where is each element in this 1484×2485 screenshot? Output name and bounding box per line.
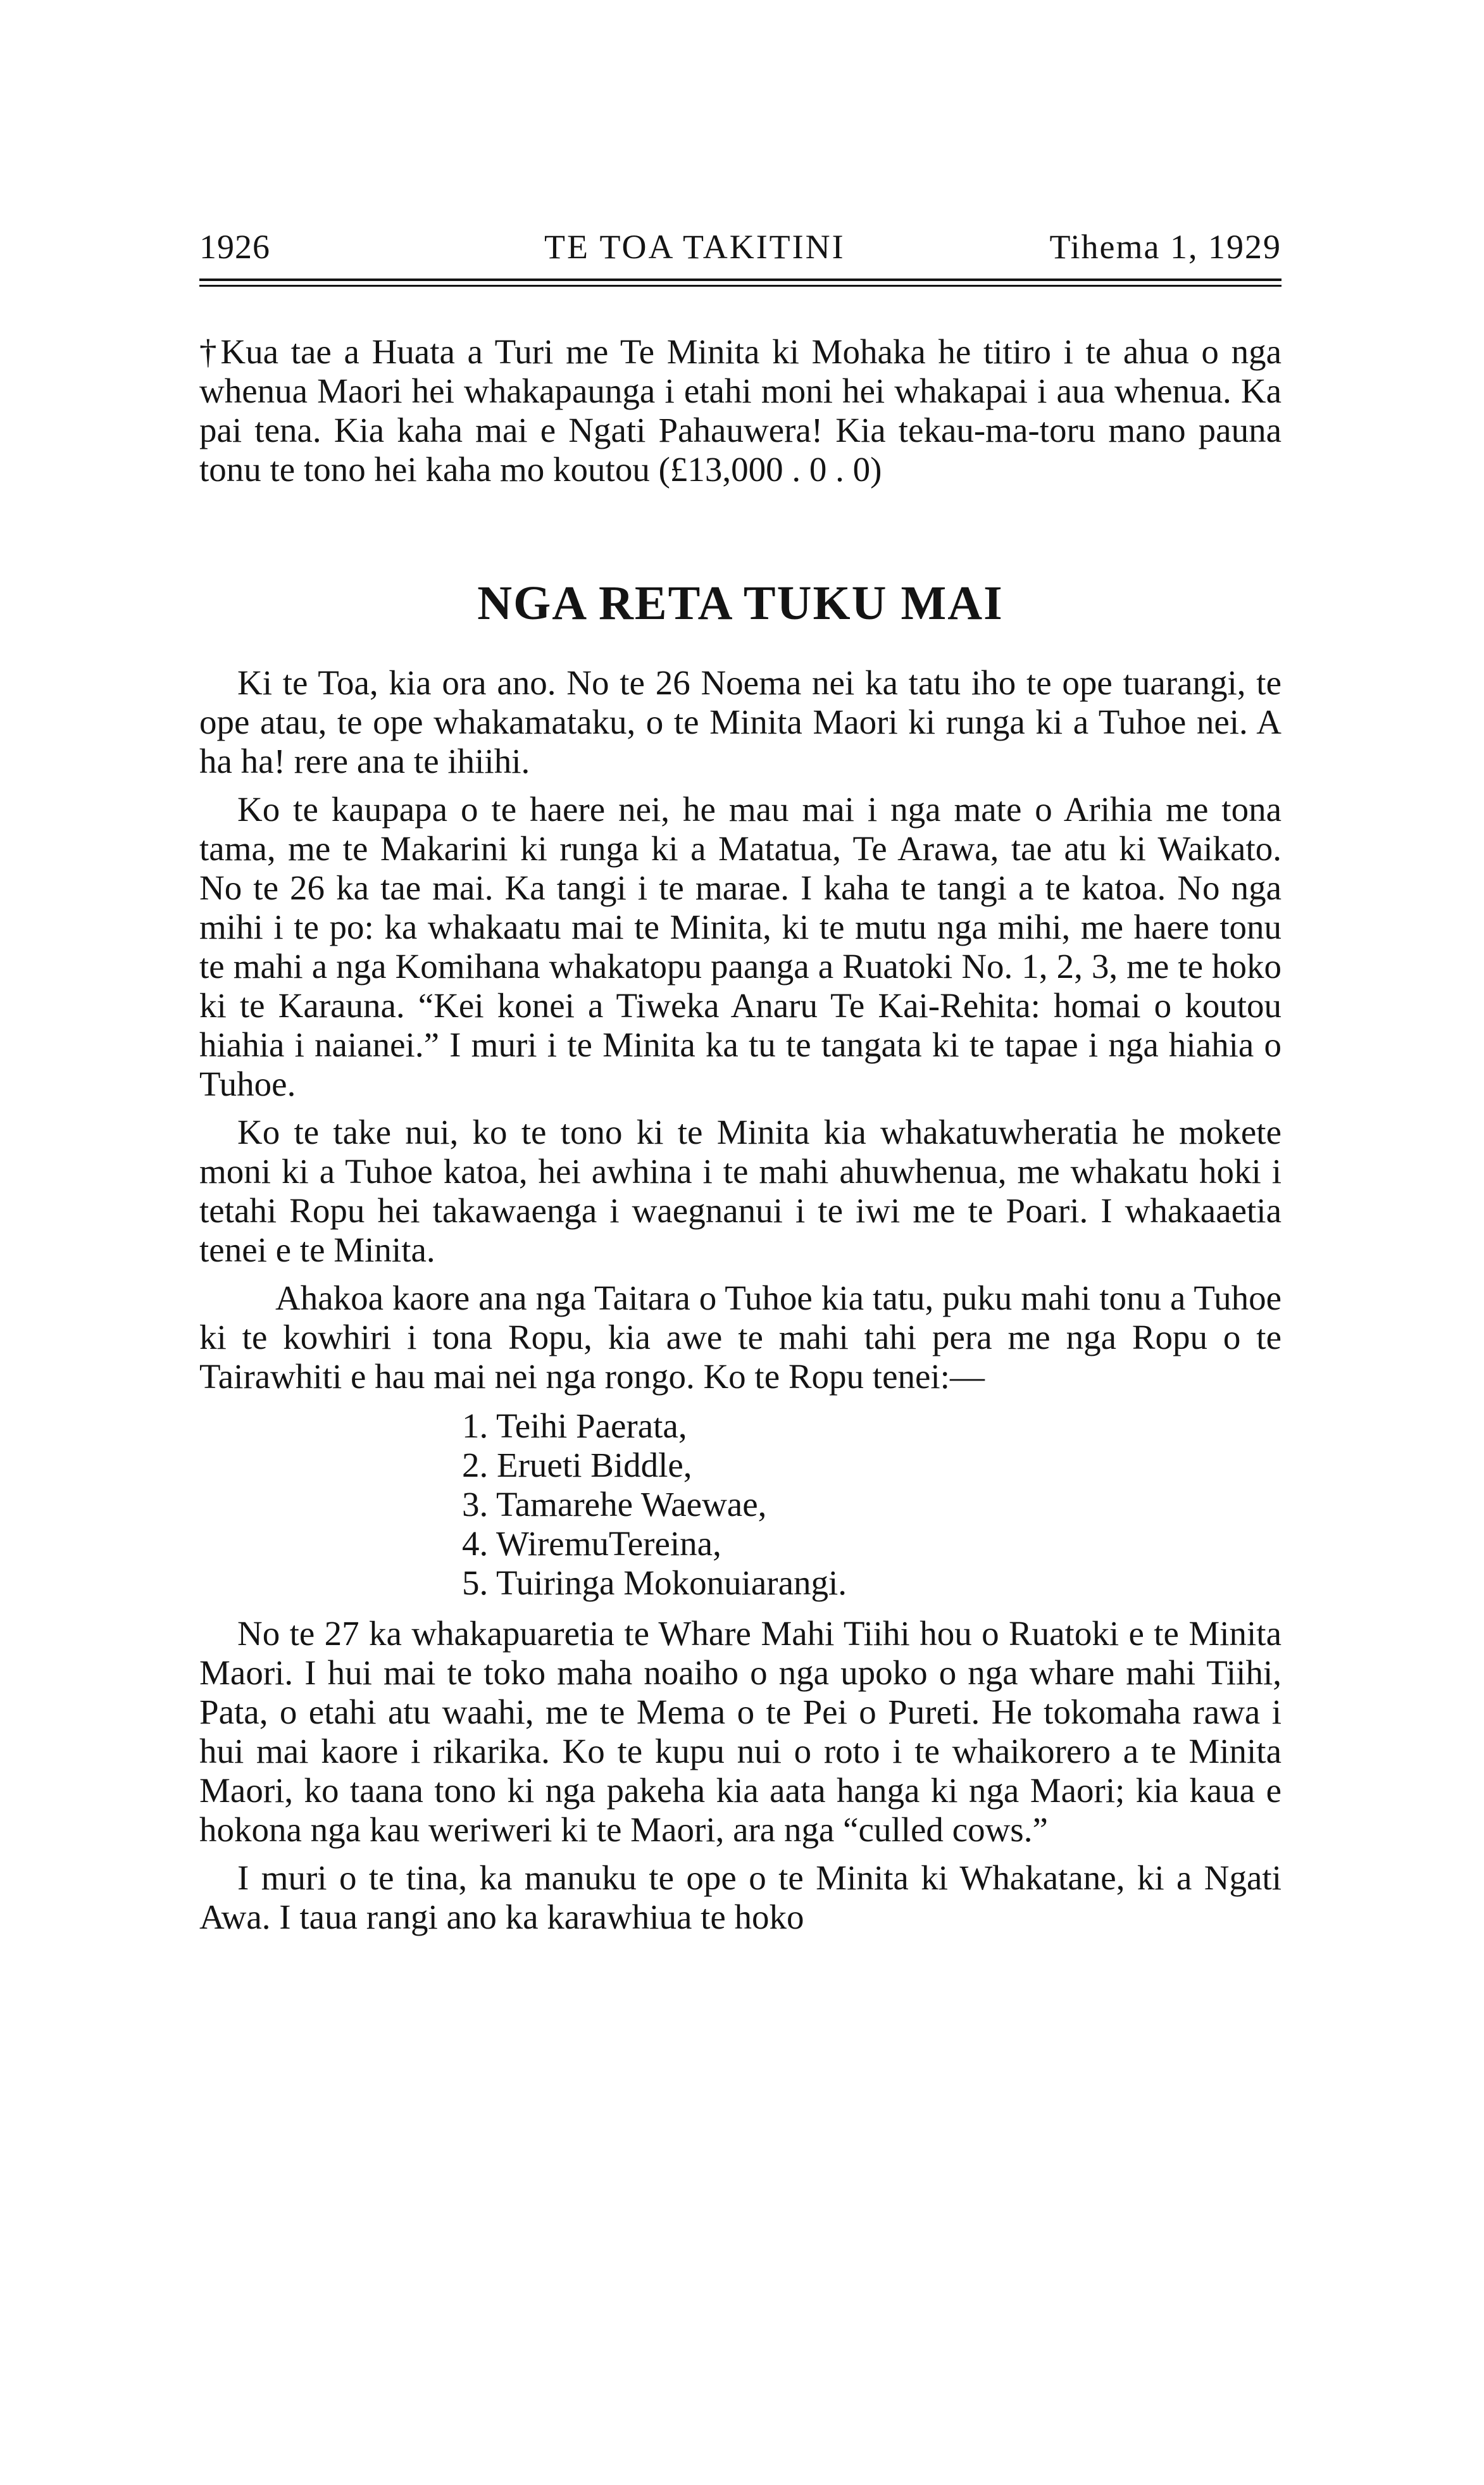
- section-heading: NGA RETA TUKU MAI: [477, 577, 1004, 630]
- letter-paragraph: Ko te kaupapa o te haere nei, he mau mai i nga mate o Arihia me tona tama, me te Makarini ki runga ki a Matatua, Te Arawa, tae atu ki Waikato. No te 26 ka tae mai. Ka tangi i te marae. I kaha te tangi a te katoa. No nga mihi i te po: ka whakaatu mai te Minita, ki te mutu nga mihi, me haere tonu te mahi a nga Komihana whakatopu paanga a Ruatoki No. 1, 2, 3, me te hoko ki te Karauna. “Kei konei a Tiweka Anaru Te Kai-Rehita: homai o koutou hiahia i naianei.” I muri i te Minita ka tu te tangata ki te tapae i nga hiahia o Tuhoe.: [199, 790, 1281, 1103]
- intro-paragraph: †Kua tae a Huata a Turi me Te Minita ki Mohaka he titiro i te ahua o nga whenua Maori hei whakapaunga i etahi moni hei whakapai i aua whenua. Ka pai tena. Kia kaha mai e Ngati Pahauwera! Kia tekau-ma-toru mano pauna tonu te tono hei kaha mo koutou (£13,000 . 0 . 0): [199, 332, 1281, 489]
- letter-paragraph: No te 27 ka whakapuaretia te Whare Mahi Tiihi hou o Ruatoki e te Minita Maori. I hui mai te toko maha noaiho o nga upoko o nga whare mahi Tiihi, Pata, o etahi atu waahi, me te Mema o te Pei o Pureti. He tokomaha rawa i hui mai kaore i rikarika. Ko te kupu nui o roto i te whaikorero a te Minita Maori, ko taana tono ki nga pakeha kia aata hanga ki nga Maori; kia kaua e hokona nga kau weriweri ki te Maori, ara nga “culled cows.”: [199, 1614, 1281, 1849]
- page-header: [199, 225, 1281, 269]
- letter-paragraph: Ki te Toa, kia ora ano. No te 26 Noema nei ka tatu iho te ope tuarangi, te ope atau, te ope whakamataku, o te Minita Maori ki runga ki a Tuhoe nei. A ha ha! rere ana te ihiihi.: [199, 663, 1281, 780]
- list-item: 1. Teihi Paerata,: [462, 1406, 687, 1445]
- list-item: 4. WiremuTereina,: [462, 1524, 721, 1563]
- issue-date: Tihema 1, 1929: [1049, 228, 1281, 266]
- list-item: 5. Tuiringa Mokonuiarangi.: [462, 1563, 847, 1602]
- letter-paragraph: Ko te take nui, ko te tono ki te Minita kia whakatuwheratia he mokete moni ki a Tuhoe katoa, hei awhina i te mahi ahuwhenua, me whakatu hoki i tetahi Ropu hei takawaenga i waegnanui i te iwi me te Poari. I whakaaetia tenei e te Minita.: [199, 1113, 1281, 1269]
- document-page: [199, 225, 1281, 1936]
- list-item: 3. Tamarehe Waewae,: [462, 1485, 767, 1524]
- header-rule: [199, 279, 1281, 281]
- letter-paragraph: Ahakoa kaore ana nga Taitara o Tuhoe kia tatu, puku mahi tonu a Tuhoe ki te kowhiri i tona Ropu, kia awe te mahi tahi pera me nga Ropu o te Tairawhiti e hau mai nei nga rongo. Ko te Ropu tenei:—: [199, 1279, 1281, 1396]
- list-item: 2. Erueti Biddle,: [462, 1446, 692, 1484]
- letter-paragraph: I muri o te tina, ka manuku te ope o te Minita ki Whakatane, ki a Ngati Awa. I taua rangi ano ka karawhiua te hoko: [199, 1858, 1281, 1936]
- header-rule-double: [199, 285, 1281, 287]
- page-number: 1926: [199, 228, 270, 266]
- publication-title: TE TOA TAKITINI: [544, 228, 845, 266]
- ropu-member-list: [199, 1406, 1281, 1603]
- article-body: [199, 332, 1281, 1937]
